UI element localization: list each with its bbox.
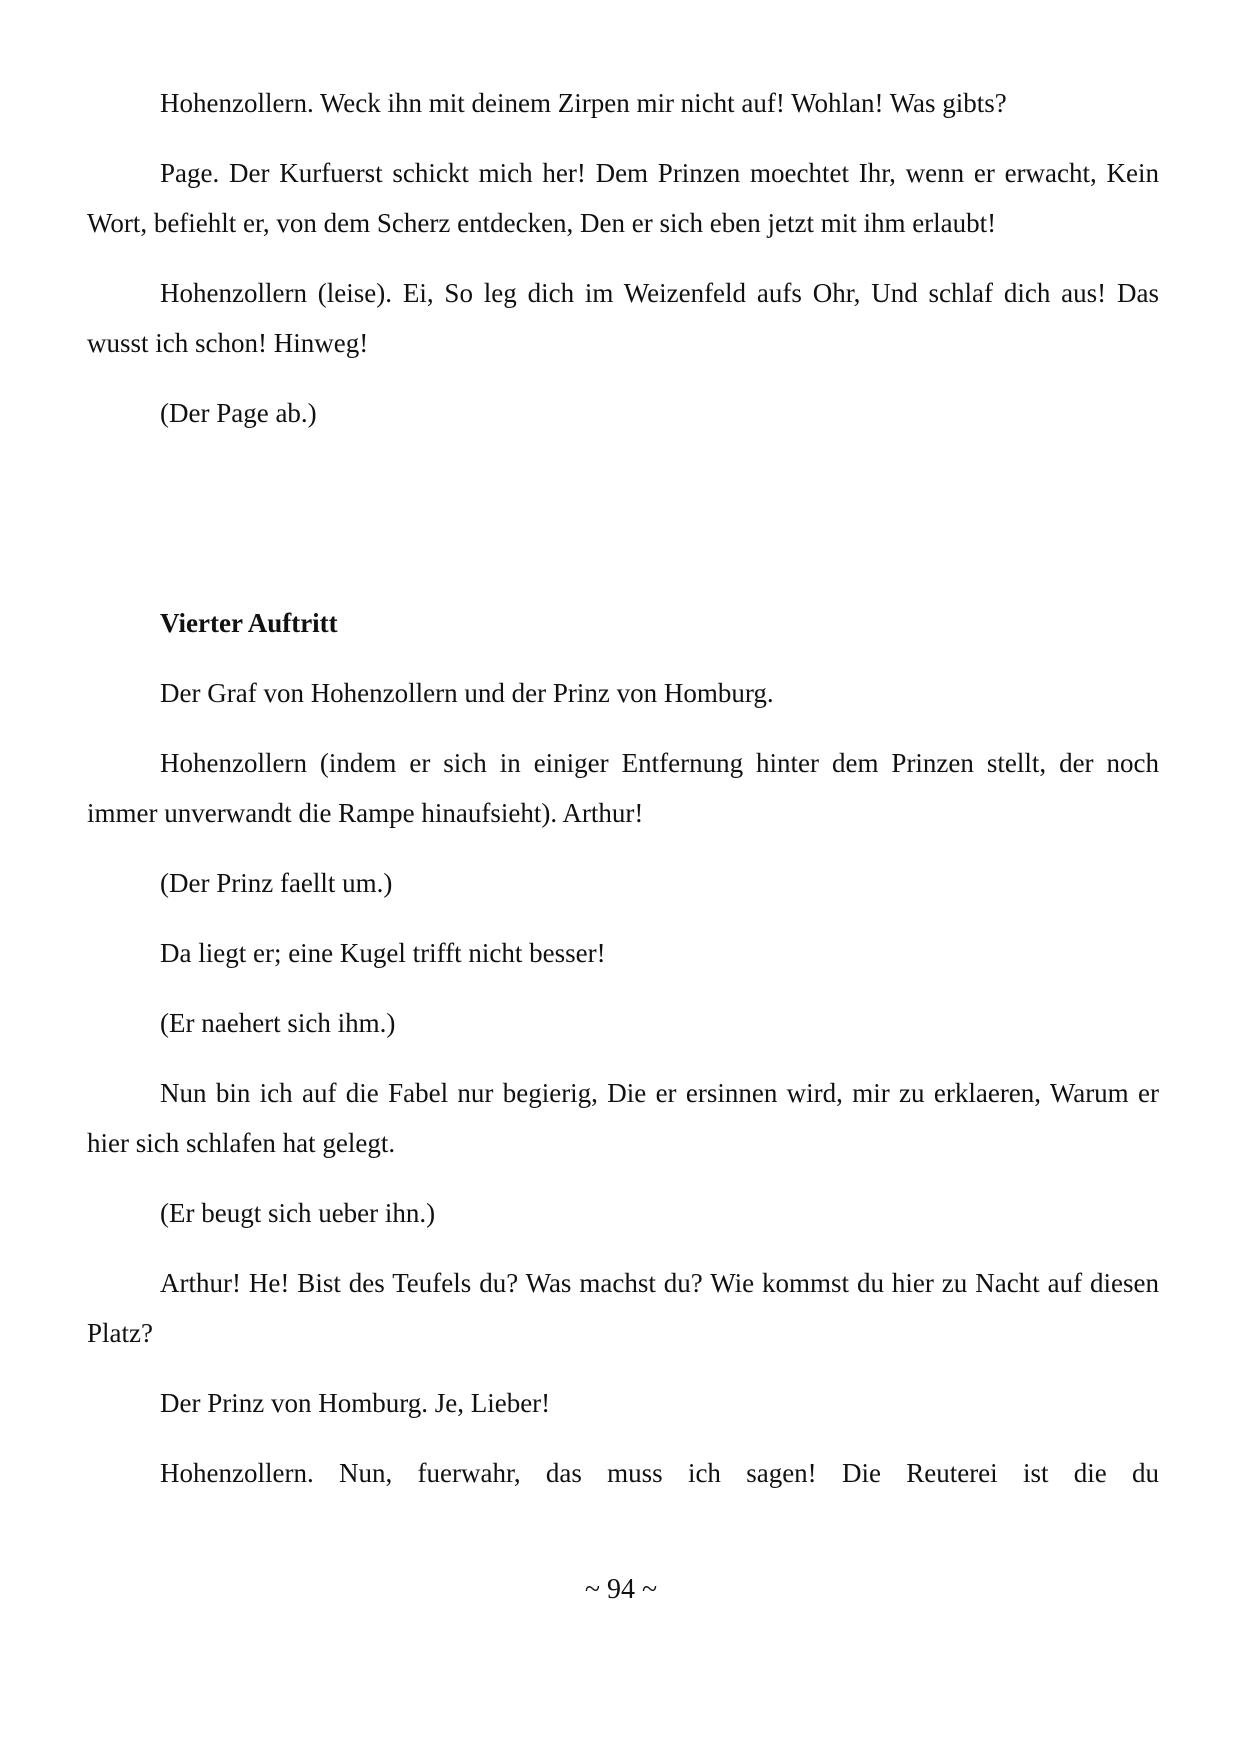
paragraph: Page. Der Kurfuerst schickt mich her! Dem Prinzen moechtet Ihr, wenn er erwacht, Kein Wort, befiehlt er, von dem Scherz entdecken, Den er sich eben jetzt mit ihm erlaubt! — [87, 158, 1159, 238]
paragraph: Hohenzollern. Nun, fuerwahr, das muss ich sagen! Die Reuterei ist die du — [160, 1458, 1159, 1488]
paragraph: Hohenzollern (indem er sich in einiger Entfernung hinter dem Prinzen stellt, der noch immer unverwandt die Rampe hinaufsieht). Arthur! — [87, 748, 1159, 828]
scene-heading: Vierter Auftritt — [160, 608, 338, 638]
stage-direction: (Er naehert sich ihm.) — [160, 1008, 396, 1038]
paragraph: Der Graf von Hohenzollern und der Prinz von Homburg. — [160, 678, 774, 708]
paragraph: Da liegt er; eine Kugel trifft nicht besser! — [160, 938, 606, 968]
page-number: ~ 94 ~ — [584, 1574, 658, 1605]
paragraph: Arthur! He! Bist des Teufels du? Was machst du? Wie kommst du hier zu Nacht auf diesen Platz? — [87, 1268, 1159, 1348]
paragraph: Der Prinz von Homburg. Je, Lieber! — [160, 1388, 551, 1418]
paragraph: Hohenzollern (leise). Ei, So leg dich im Weizenfeld aufs Ohr, Und schlaf dich aus! Das wusst ich schon! Hinweg! — [87, 278, 1159, 358]
stage-direction: (Der Prinz faellt um.) — [160, 868, 393, 898]
paragraph: Nun bin ich auf die Fabel nur begierig, Die er ersinnen wird, mir zu erklaeren, Warum er hier sich schlafen hat gelegt. — [87, 1078, 1159, 1158]
paragraph: Hohenzollern. Weck ihn mit deinem Zirpen mir nicht auf! Wohlan! Was gibts? — [160, 88, 1007, 118]
section-gap — [87, 458, 1159, 598]
stage-direction: (Er beugt sich ueber ihn.) — [160, 1198, 436, 1228]
stage-direction: (Der Page ab.) — [160, 398, 317, 428]
page-body — [87, 78, 1159, 1518]
